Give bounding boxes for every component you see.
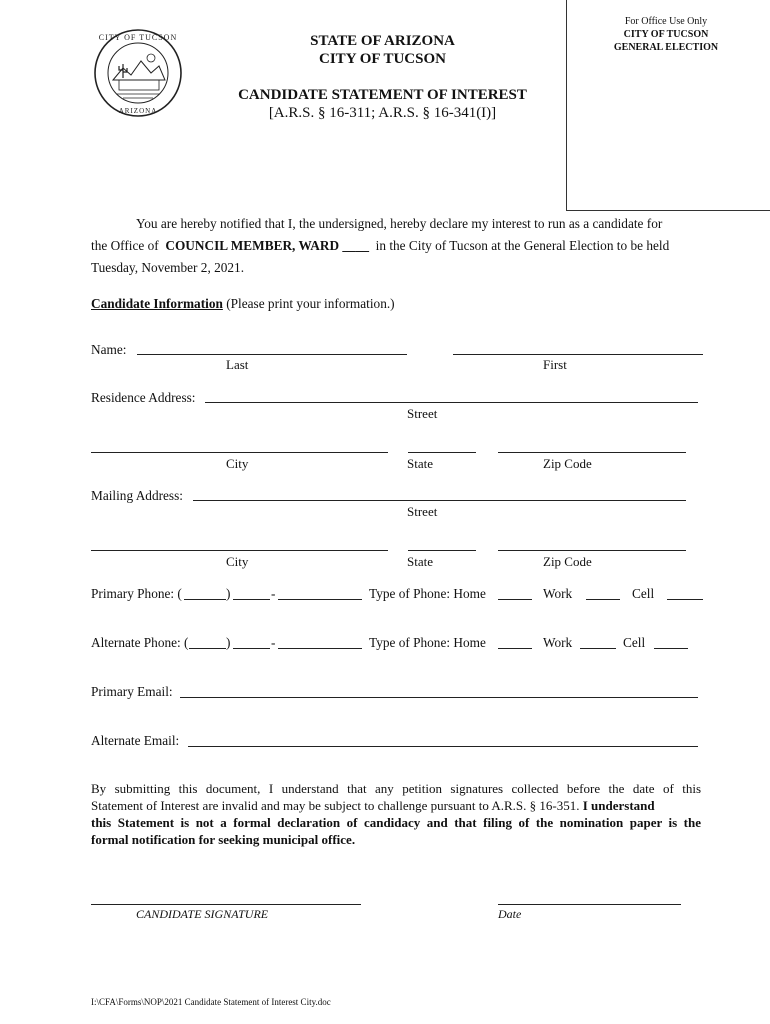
first-caption: First [543, 357, 567, 372]
mailing-state-caption: State [407, 554, 433, 569]
residence-street-field[interactable] [205, 402, 698, 403]
office-ward-field[interactable]: COUNCIL MEMBER, WARD ____ [165, 238, 369, 253]
primary-home-checkbox[interactable] [498, 599, 532, 600]
mailing-zip-field[interactable] [498, 550, 686, 551]
alternate-home-checkbox[interactable] [498, 648, 532, 649]
ack-line-2-text: Statement of Interest are invalid and may be subject to challenge pursuant to A.R.S. § 16-351. [91, 798, 580, 813]
alternate-type-home-label: Type of Phone: Home [369, 635, 486, 650]
candidate-info-note: (Please print your information.) [226, 296, 395, 311]
alternate-dash: - [271, 635, 276, 650]
primary-dash: - [271, 586, 276, 601]
residence-label: Residence Address: [91, 390, 196, 405]
ack-line-2 [91, 797, 701, 814]
mailing-label: Mailing Address: [91, 488, 183, 503]
alternate-number-field[interactable] [278, 648, 362, 649]
candidate-info-heading [91, 296, 395, 312]
intro-line-2 [91, 235, 669, 257]
primary-phone-label: Primary Phone: ( [91, 586, 182, 601]
primary-prefix-field[interactable] [233, 599, 270, 600]
residence-city-caption: City [226, 456, 249, 471]
primary-cell-checkbox[interactable] [667, 599, 703, 600]
candidate-signature-caption: CANDIDATE SIGNATURE [136, 907, 269, 921]
alternate-email-label: Alternate Email: [91, 733, 180, 748]
state-title: STATE OF ARIZONA [310, 33, 455, 49]
form-title: CANDIDATE STATEMENT OF INTEREST [238, 87, 527, 103]
ack-line-3: this Statement is not a formal declaration of candidacy and that filing of the nomination paper is the [91, 815, 701, 830]
signature-date-caption: Date [498, 907, 522, 921]
mailing-state-field[interactable] [408, 550, 476, 551]
residence-state-caption: State [407, 456, 433, 471]
candidate-info-title: Candidate Information [91, 296, 223, 311]
mailing-city-field[interactable] [91, 550, 388, 551]
primary-paren-close: ) [226, 586, 231, 601]
primary-work-label: Work [543, 586, 573, 601]
primary-type-home-label: Type of Phone: Home [369, 586, 486, 601]
residence-zip-field[interactable] [498, 452, 686, 453]
candidate-signature-field[interactable] [91, 904, 361, 905]
seal-bottom-text: ARIZONA [118, 107, 158, 115]
alternate-email-field[interactable] [188, 746, 698, 747]
primary-number-field[interactable] [278, 599, 362, 600]
intro-office-prefix: the Office of [91, 238, 159, 253]
seal-top-text: CITY OF TUCSON [98, 33, 178, 42]
last-name-field[interactable] [137, 354, 407, 355]
intro-office-suffix: in the City of Tucson at the General Election to be held [375, 238, 670, 253]
office-use-election: GENERAL ELECTION [613, 42, 719, 53]
alternate-work-checkbox[interactable] [580, 648, 616, 649]
residence-zip-caption: Zip Code [543, 456, 592, 471]
name-label: Name: [91, 342, 127, 357]
intro-line-3: Tuesday, November 2, 2021. [91, 260, 245, 275]
office-use-label: For Office Use Only [624, 16, 708, 27]
primary-email-field[interactable] [180, 697, 698, 698]
residence-street-caption: Street [407, 406, 438, 421]
statute-reference: [A.R.S. § 16-311; A.R.S. § 16-341(I)] [268, 105, 497, 121]
primary-email-label: Primary Email: [91, 684, 173, 699]
primary-area-code-field[interactable] [184, 599, 226, 600]
city-title: CITY OF TUCSON [319, 51, 446, 67]
alternate-prefix-field[interactable] [233, 648, 270, 649]
ack-line-2-bold: I understand [582, 798, 655, 813]
last-caption: Last [226, 357, 249, 372]
alternate-cell-checkbox[interactable] [654, 648, 688, 649]
alternate-area-code-field[interactable] [189, 648, 226, 649]
file-path-footer: I:\CFA\Forms\NOP\2021 Candidate Statement of Interest City.doc [91, 997, 331, 1007]
mailing-street-caption: Street [407, 504, 438, 519]
signature-date-field[interactable] [498, 904, 681, 905]
primary-cell-label: Cell [632, 586, 655, 601]
alternate-work-label: Work [543, 635, 573, 650]
office-use-city: CITY OF TUCSON [623, 29, 709, 40]
residence-city-field[interactable] [91, 452, 388, 453]
residence-state-field[interactable] [408, 452, 476, 453]
mailing-city-caption: City [226, 554, 249, 569]
alternate-paren-close: ) [226, 635, 231, 650]
city-seal-logo [93, 28, 183, 118]
alternate-cell-label: Cell [623, 635, 646, 650]
intro-line-1: You are hereby notified that I, the undersigned, hereby declare my interest to run as a candidate for [136, 216, 663, 231]
acknowledgement-block [91, 780, 701, 848]
alternate-phone-label: Alternate Phone: ( [91, 635, 189, 650]
mailing-zip-caption: Zip Code [543, 554, 592, 569]
ack-line-1: By submitting this document, I understand that any petition signatures collected before the date of this [91, 781, 701, 796]
mailing-street-field[interactable] [193, 500, 686, 501]
primary-work-checkbox[interactable] [586, 599, 620, 600]
first-name-field[interactable] [453, 354, 703, 355]
ack-line-4: formal notification for seeking municipal office. [91, 832, 356, 847]
